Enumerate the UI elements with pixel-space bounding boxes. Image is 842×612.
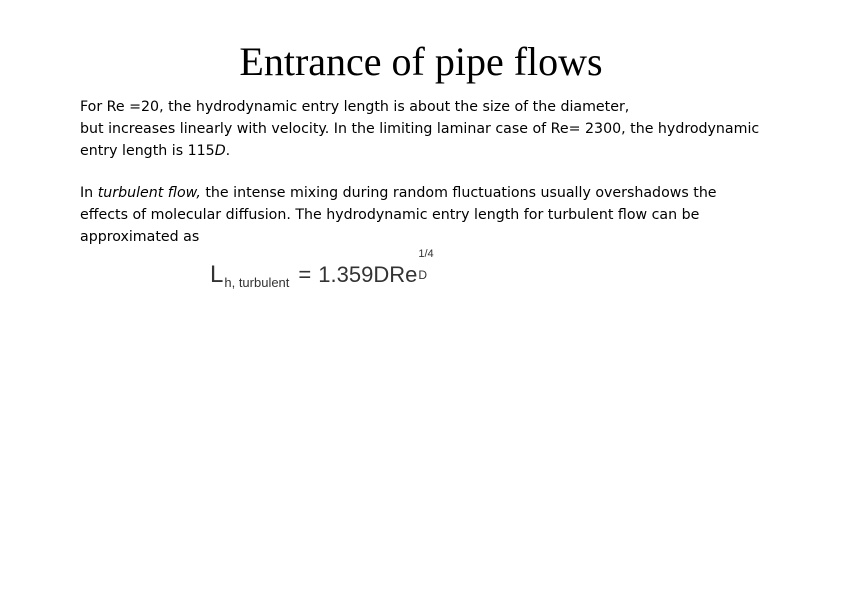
- formula-rhs-subscript: D: [418, 268, 428, 282]
- slide-title: Entrance of pipe flows: [239, 39, 603, 84]
- formula-lhs-symbol: L: [210, 261, 224, 288]
- paragraph-laminar-entry-length: [80, 96, 800, 162]
- text-segment: the intense mixing during random fluctuations usually overshadows the: [200, 185, 717, 201]
- text-segment: In: [80, 185, 98, 201]
- paragraph-line: effects of molecular diffusion. The hydrodynamic entry length for turbulent flow can be: [80, 207, 700, 223]
- formula-rhs: 1.359DRe: [318, 262, 418, 287]
- paragraph-line: but increases linearly with velocity. In the limiting laminar case of Re= 2300, the hydrodynamic: [80, 121, 760, 137]
- italic-text: turbulent flow,: [97, 185, 201, 201]
- paragraph-turbulent-entry-length: [80, 182, 800, 248]
- formula-equals: =: [298, 262, 312, 287]
- paragraph-line: approximated as: [80, 229, 200, 245]
- text-segment: entry length is 115: [80, 143, 215, 159]
- paragraph-line: [80, 182, 800, 204]
- text-segment: .: [225, 143, 231, 159]
- turbulent-entry-length-formula: [210, 248, 434, 290]
- paragraph-line: [80, 140, 800, 162]
- formula-lhs-subscript: h, turbulent: [224, 275, 290, 290]
- paragraph-line: For Re =20, the hydrodynamic entry length is about the size of the diameter,: [80, 99, 630, 115]
- italic-text: D: [214, 143, 226, 159]
- formula-rhs-superscript: 1/4: [418, 248, 434, 260]
- formula-rhs-scripts: [417, 248, 434, 282]
